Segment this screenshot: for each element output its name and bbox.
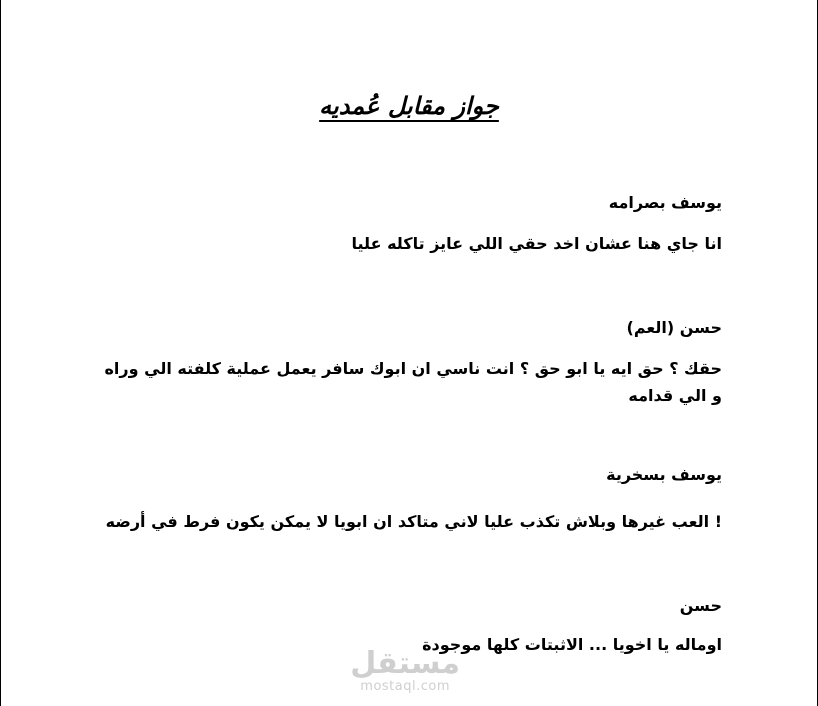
watermark-latin: mostaql.com: [360, 679, 450, 694]
document-title: جواز مقابل عُمديه: [319, 92, 499, 120]
dialogue-line-4: اوماله يا اخويا ... الاثبتات كلها موجودة: [422, 635, 722, 654]
speaker-label-2: حسن (العم): [626, 318, 722, 337]
watermark-logo: [350, 648, 460, 694]
speaker-label-4: حسن: [679, 596, 722, 615]
dialogue-line-2: حقك ؟ حق ايه يا ابو حق ؟ انت ناسي ان ابوك سافر يعمل عملية كلفته الي وراه و الي قدامه: [104, 359, 722, 405]
dialogue-line-1: انا جاي هنا عشان اخد حقي اللي عايز تاكله عليا: [351, 234, 722, 253]
dialogue-line-3: ! العب غيرها وبلاش تكذب عليا لاني متاكد ان ابويا لا يمكن يكون فرط في أرضه: [105, 512, 722, 531]
speaker-label-3: يوسف بسخرية: [606, 465, 722, 484]
watermark-arabic: مستقل: [350, 646, 460, 681]
speaker-label-1: يوسف بصرامه: [608, 193, 722, 212]
